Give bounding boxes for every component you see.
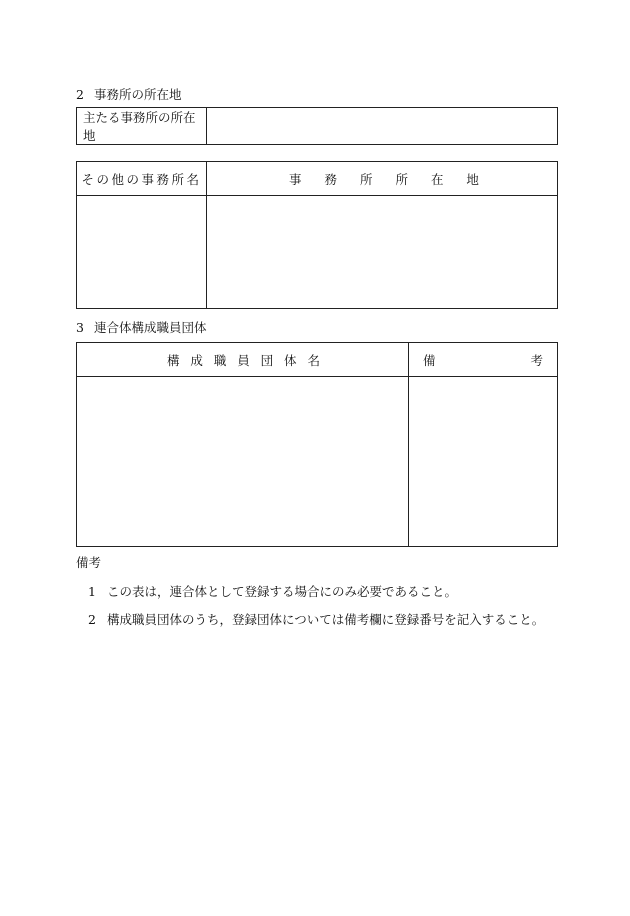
remarks-header-char: 考	[530, 352, 543, 368]
org-header-char: 成	[190, 352, 203, 368]
note-item	[88, 610, 544, 628]
note-number: 2	[88, 612, 96, 627]
note-item	[88, 582, 457, 600]
note-number: 1	[88, 584, 96, 599]
note-text: この表は，連合体として登録する場合にのみ必要であること。	[107, 584, 458, 599]
org-header-char: 員	[237, 352, 250, 368]
other-office-name-header: その他の事務所名	[77, 162, 207, 196]
main-office-label: 主たる事務所の所在地	[77, 108, 207, 145]
org-header-char: 名	[307, 352, 320, 368]
remarks-header-char: 備	[423, 352, 436, 368]
org-header-char: 体	[284, 352, 297, 368]
section-3-heading	[76, 318, 207, 336]
main-office-value-cell[interactable]	[207, 108, 558, 145]
section-3-title: 連合体構成職員団体	[94, 320, 207, 335]
address-header-char: 事	[289, 171, 302, 187]
org-name-cell[interactable]	[77, 377, 409, 547]
other-office-address-header	[207, 162, 558, 196]
section-2-title: 事務所の所在地	[94, 87, 182, 102]
other-office-address-cell[interactable]	[207, 196, 558, 309]
org-header-char: 構	[167, 352, 180, 368]
org-name-header	[77, 343, 409, 377]
member-organizations-table	[76, 342, 558, 547]
org-header-char: 団	[260, 352, 274, 368]
remarks-header	[409, 343, 558, 377]
address-header-char: 務	[324, 171, 337, 187]
section-2-heading	[76, 85, 182, 103]
main-office-table	[76, 107, 558, 145]
section-2-number: 2	[76, 87, 84, 102]
org-header-char: 職	[213, 352, 227, 368]
remarks-cell[interactable]	[409, 377, 558, 547]
address-header-char: 地	[466, 171, 479, 187]
address-header-char: 在	[430, 171, 444, 187]
notes-title: 備考	[76, 555, 102, 570]
other-offices-table	[76, 161, 558, 309]
address-header-char: 所	[359, 171, 373, 187]
other-office-name-cell[interactable]	[77, 196, 207, 309]
address-header-char: 所	[395, 171, 408, 187]
note-text: 構成職員団体のうち，登録団体については備考欄に登録番号を記入すること。	[107, 612, 545, 627]
section-3-number: 3	[76, 320, 84, 335]
